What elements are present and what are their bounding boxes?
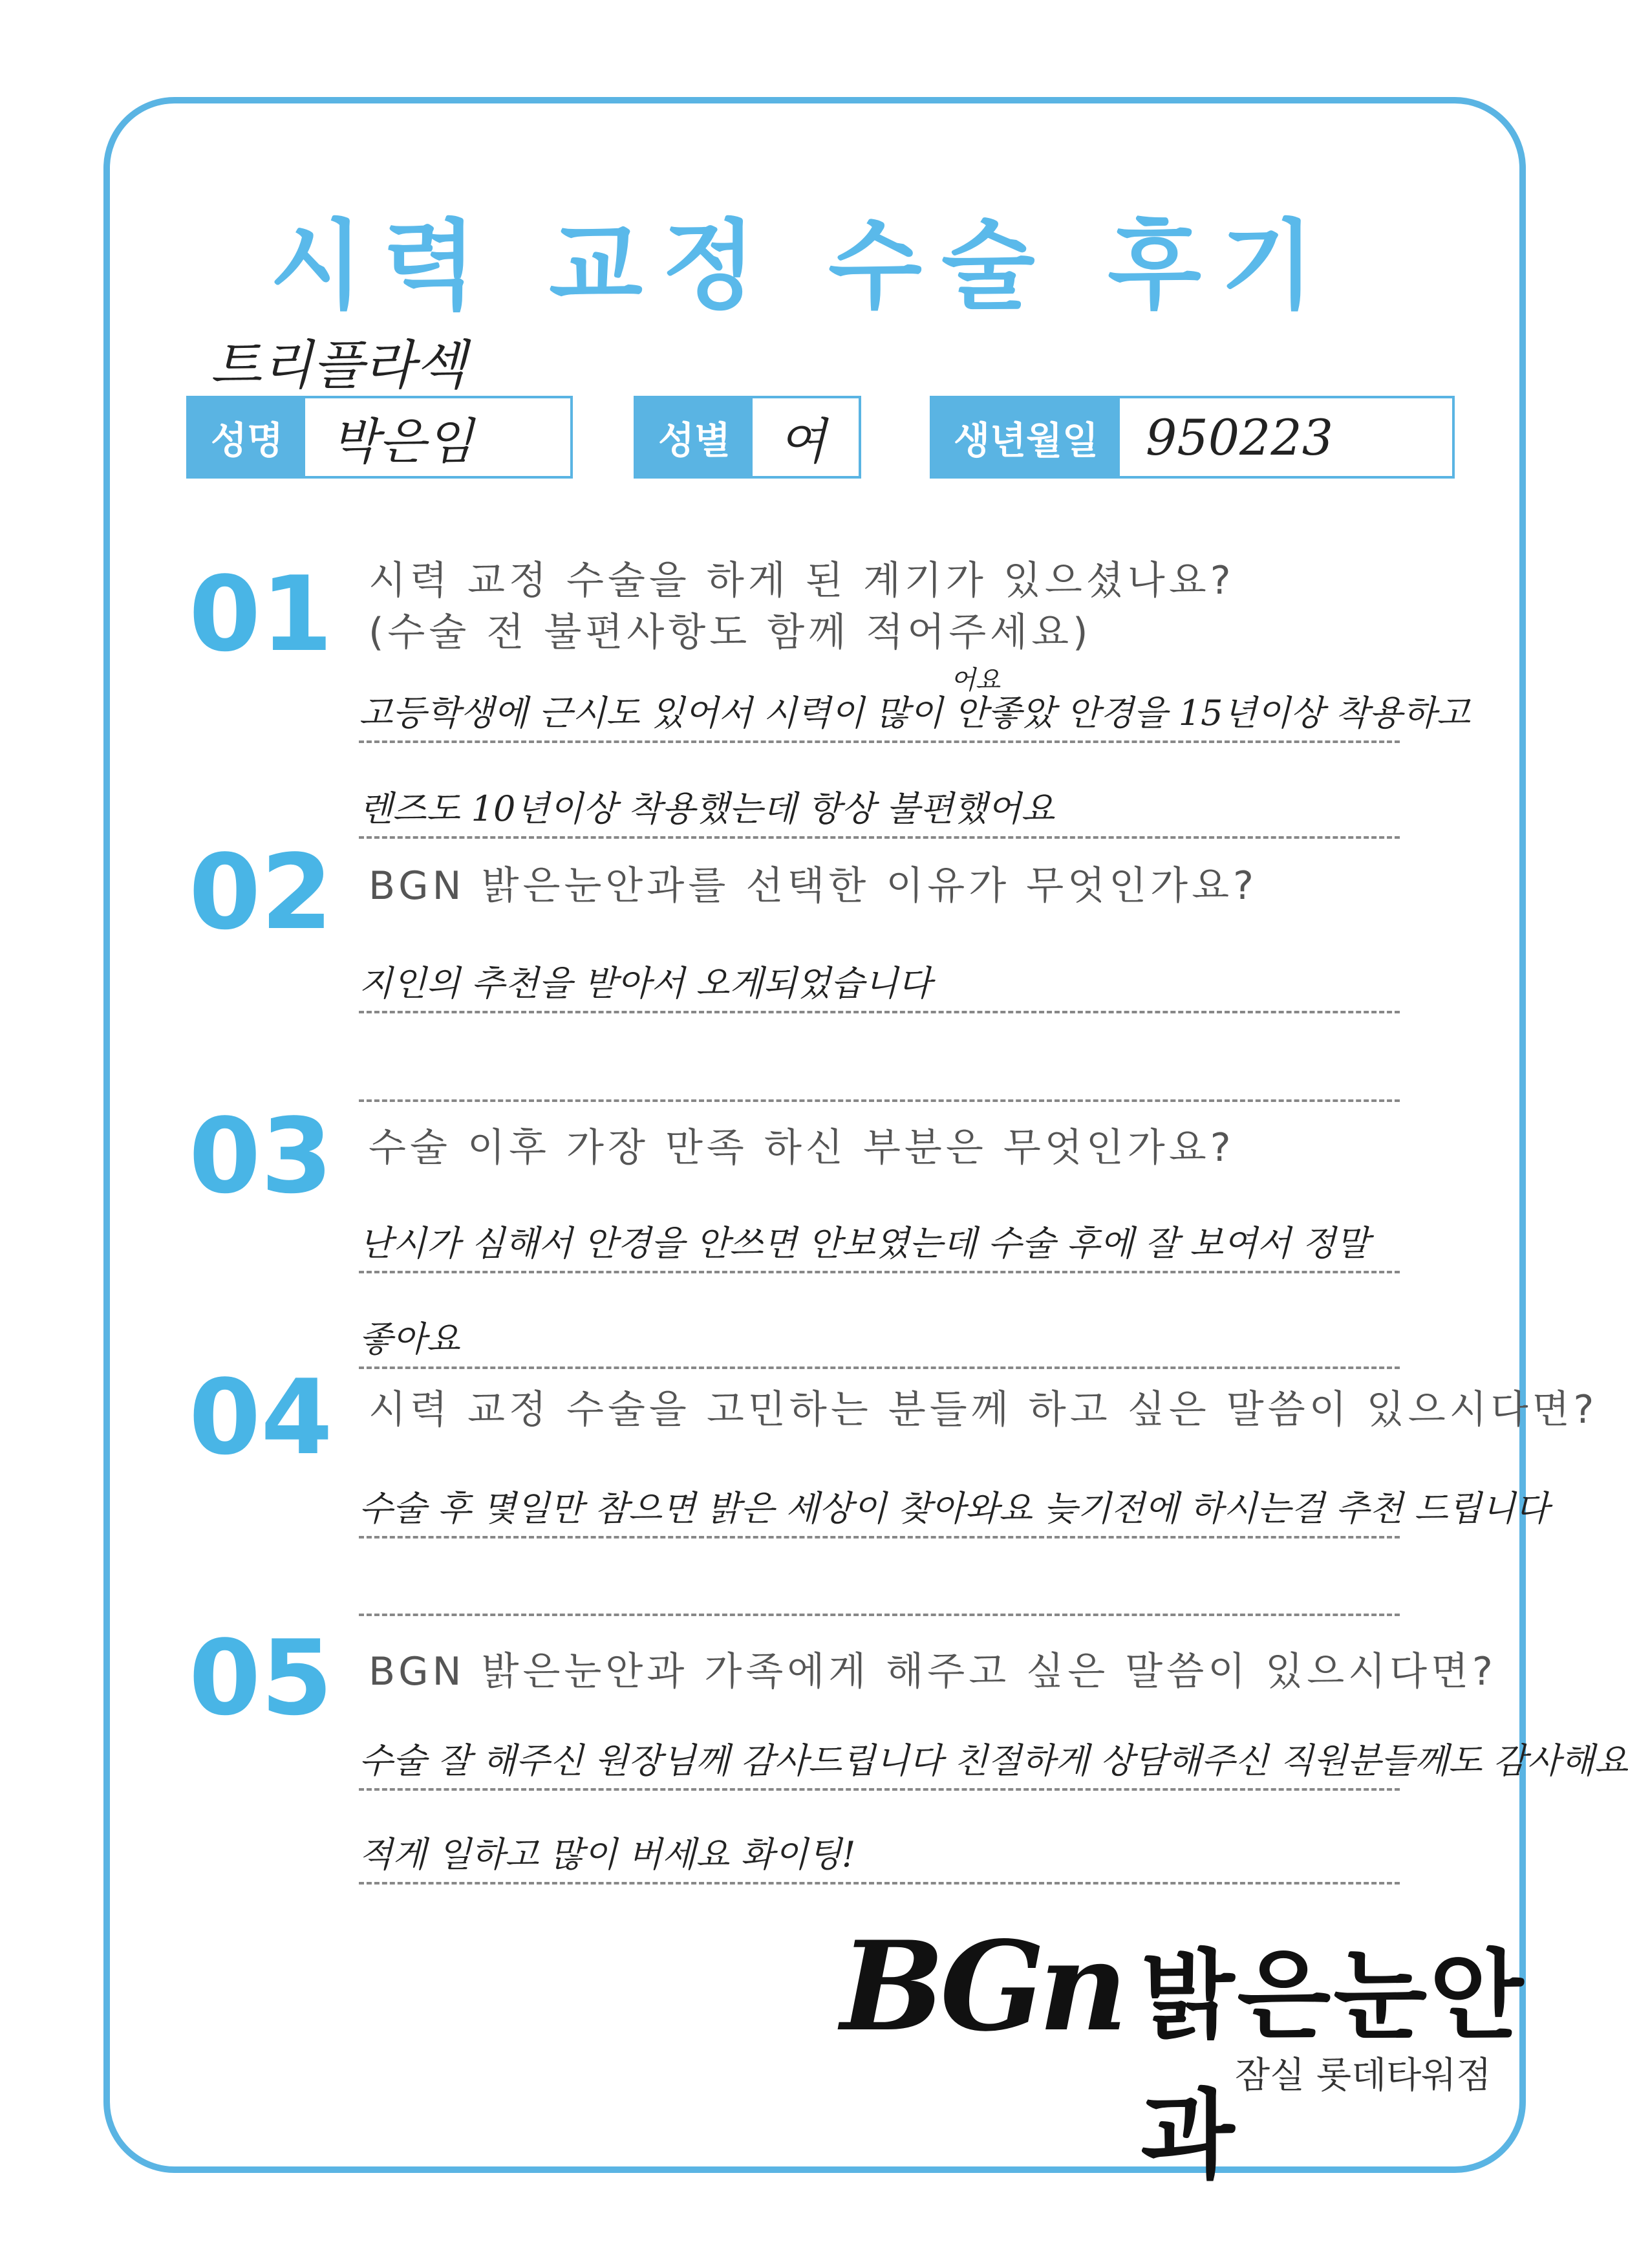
question-text: BGN 밝은눈안과를 선택한 이유가 무엇인가요?: [369, 863, 1258, 909]
logo-name: 밝은눈안과: [1141, 1940, 1526, 2192]
question-text: 시력 교정 수술을 고민하는 분들께 하고 싶은 말씀이 있으시다면?: [369, 1387, 1598, 1432]
birth-label: 생년월일: [932, 398, 1120, 476]
answer-line-empty: [359, 1099, 1400, 1102]
birth-value: 950223: [1146, 408, 1334, 466]
answer-line: 좋아요: [359, 1312, 1400, 1369]
name-label: 성명: [189, 398, 305, 476]
question-number: 03: [189, 1096, 333, 1216]
name-value: 박은임: [331, 412, 474, 470]
answer-line: 지인의 추천을 받아서 오게되었습니다: [359, 956, 1400, 1013]
answer-insertion: 어요: [950, 665, 1001, 695]
answer-line: 수술 후 몇일만 참으면 밝은 세상이 찾아와요 늦기전에 하시는걸 추천 드립니다: [359, 1481, 1400, 1539]
question-text: (수술 전 불편사항도 함께 적어주세요): [369, 610, 1092, 655]
question-text: 수술 이후 가장 만족 하신 부분은 무엇인가요?: [369, 1125, 1235, 1171]
answer-line: 렌즈도 10년이상 착용했는데 항상 불편했어요: [359, 781, 1400, 839]
answer-line-empty: [359, 1614, 1400, 1616]
birth-field: [930, 396, 1455, 479]
gender-field: [634, 396, 861, 479]
answer-line: 수술 잘 해주신 원장님께 감사드립니다 친절하게 상담해주신 직원분들께도 감사해요: [359, 1733, 1400, 1791]
answer-line: 적게 일하고 많이 버세요 화이팅!: [359, 1827, 1400, 1885]
answer-line: 고등학생에 근시도 있어서 시력이 많이 안좋았 안경을 15년이상 착용하고: [359, 686, 1400, 743]
question-text: 시력 교정 수술을 하게 된 계기가 있으셨나요?: [369, 558, 1235, 603]
question-number: 01: [189, 554, 333, 675]
logo-mark: BGn: [841, 1914, 1122, 2058]
branch-name: 잠실 롯데타워점: [1235, 2055, 1492, 2097]
gender-value: 여: [778, 412, 826, 470]
question-number: 04: [189, 1357, 333, 1478]
question-number: 05: [189, 1617, 333, 1738]
surgery-type: 트리플라섹: [210, 335, 467, 396]
question-number: 02: [189, 832, 333, 953]
question-text: BGN 밝은눈안과 가족에게 해주고 싶은 말씀이 있으시다면?: [369, 1649, 1497, 1694]
answer-line: 난시가 심해서 안경을 안쓰면 안보였는데 수술 후에 잘 보여서 정말: [359, 1216, 1400, 1273]
gender-label: 성별: [636, 398, 753, 476]
page-title: 시력 교정 수술 후기: [270, 210, 1334, 323]
name-field: [186, 396, 573, 479]
